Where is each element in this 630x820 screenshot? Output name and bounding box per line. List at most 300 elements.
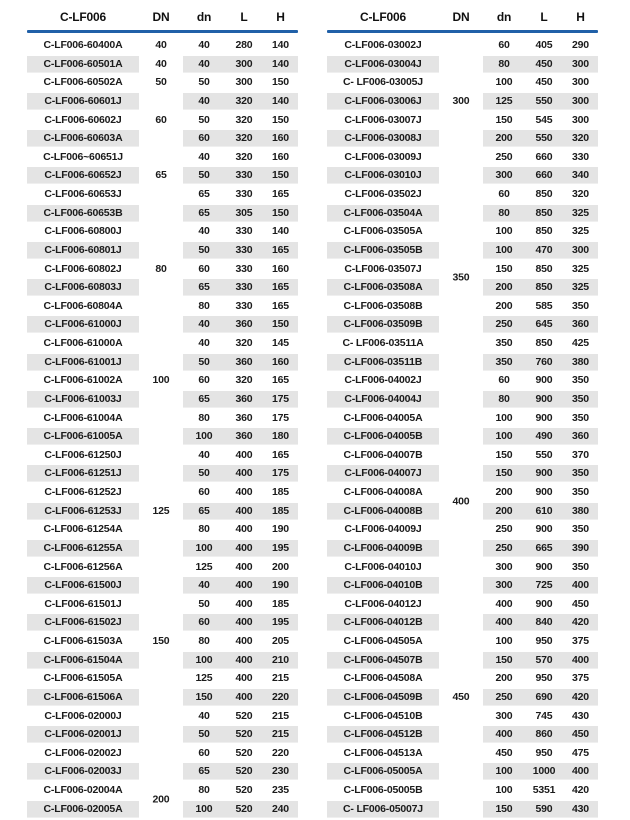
dn-cell: 50: [183, 464, 225, 483]
dn-group-cell: [139, 204, 183, 223]
dn-cell: 40: [198, 337, 210, 349]
dn-cell: 150: [495, 113, 513, 126]
dn-cell: 80: [483, 204, 525, 223]
h-cell: 300: [572, 113, 589, 126]
dn-group-cell: 100: [152, 374, 170, 387]
model-code-cell: C-LF006-61503A: [43, 635, 123, 647]
column-header-dn: dn: [496, 10, 512, 24]
h-cell: 150: [272, 113, 289, 126]
model-code-cell: C-LF006-03009J: [344, 150, 422, 163]
h-cell: 165: [272, 374, 289, 387]
model-code-cell: C-LF006-04012J: [344, 597, 422, 610]
h-cell: 475: [572, 746, 589, 759]
dn-cell: 350: [495, 337, 513, 349]
dn-cell: 80: [483, 390, 525, 409]
l-cell: 840: [525, 613, 563, 632]
dn-group-cell: [439, 483, 483, 508]
h-cell: 220: [263, 688, 298, 707]
model-code-cell: C-LF006-60801J: [27, 241, 139, 260]
l-cell: 470: [525, 241, 563, 260]
table-row: [27, 129, 298, 148]
dn-cell: 125: [195, 560, 213, 573]
model-code-cell: C-LF006-04007J: [327, 464, 439, 483]
l-cell: 660: [535, 150, 553, 163]
table-row: [327, 129, 598, 148]
dn-group-cell: 80: [155, 262, 167, 275]
h-cell: 430: [563, 800, 598, 819]
table-header-row: [27, 4, 298, 30]
h-cell: 200: [272, 560, 289, 573]
l-cell: 400: [235, 560, 253, 573]
dn-group-cell: [439, 409, 483, 428]
dn-cell: 50: [183, 353, 225, 372]
h-cell: 165: [263, 241, 298, 260]
l-cell: 360: [225, 315, 263, 334]
model-code-cell: C-LF006-60653B: [27, 204, 139, 223]
table-row: [27, 353, 298, 372]
table-row: [327, 241, 598, 260]
dn-group-cell: [139, 409, 183, 428]
table-row: [27, 613, 298, 632]
dn-cell: 200: [483, 502, 525, 521]
l-cell: 330: [235, 225, 253, 238]
h-cell: 350: [572, 560, 589, 573]
model-code-cell: C-LF006-61253J: [27, 502, 139, 521]
model-code-cell: C-LF006-04007B: [343, 448, 423, 461]
table-row: [27, 744, 298, 763]
table-row: [27, 558, 298, 577]
l-cell: 400: [235, 672, 253, 685]
model-code-cell: C-LF006-03006J: [327, 92, 439, 111]
h-cell: 390: [563, 539, 598, 558]
l-cell: 330: [235, 188, 253, 200]
dn-cell: 65: [183, 278, 225, 297]
dn-cell: 60: [198, 486, 210, 498]
l-cell: 520: [235, 746, 253, 759]
model-code-cell: C-LF006-60652J: [27, 166, 139, 185]
dn-cell: 50: [198, 113, 210, 126]
table-row: [27, 520, 298, 539]
l-cell: 850: [525, 278, 563, 297]
l-cell: 520: [225, 800, 263, 819]
table-row: [27, 688, 298, 707]
table-row: [327, 371, 598, 390]
dn-group-cell: [439, 651, 483, 670]
table-body: [27, 36, 298, 818]
h-cell: 140: [263, 55, 298, 74]
table-row: [27, 539, 298, 558]
dn-group-cell: [139, 595, 183, 614]
l-cell: 850: [535, 188, 553, 200]
model-code-cell: C-LF006-60601J: [27, 92, 139, 111]
model-code-cell: C-LF006-03008J: [327, 129, 439, 148]
table-row: [327, 707, 598, 726]
h-cell: 300: [563, 241, 598, 260]
dn-group-cell: [439, 762, 483, 781]
h-cell: 195: [263, 613, 298, 632]
table-row: [27, 446, 298, 465]
l-cell: 400: [225, 502, 263, 521]
column-header-l: L: [540, 10, 548, 24]
model-code-cell: C-LF006-60501A: [27, 55, 139, 74]
model-code-cell: C-LF006-04005A: [343, 411, 423, 424]
dn-cell: 300: [495, 560, 513, 573]
spec-table-left: [27, 4, 298, 818]
header-rule: [327, 30, 598, 33]
l-cell: 850: [535, 225, 553, 238]
dn-group-cell: [139, 185, 183, 204]
table-row: [327, 651, 598, 670]
h-cell: 360: [563, 427, 598, 446]
l-cell: 745: [535, 709, 553, 722]
model-code-cell: C-LF006-04507B: [327, 651, 439, 670]
model-code-cell: C-LF006-02000J: [44, 709, 122, 722]
dn-cell: 80: [198, 411, 210, 424]
model-code-cell: C-LF006-61502J: [27, 613, 139, 632]
dn-cell: 80: [198, 784, 210, 796]
table-row: [327, 539, 598, 558]
model-code-cell: C-LF006-61252J: [44, 486, 122, 498]
table-row: [327, 725, 598, 744]
dn-cell: 80: [198, 635, 210, 647]
h-cell: 325: [572, 225, 589, 238]
l-cell: 660: [525, 166, 563, 185]
model-code-cell: C-LF006-61506A: [27, 688, 139, 707]
model-code-cell: C-LF006-61251J: [27, 464, 139, 483]
table-row: [27, 669, 298, 688]
l-cell: 760: [525, 353, 563, 372]
column-header-dn-group: DN: [452, 10, 470, 24]
dn-cell: 200: [495, 486, 513, 498]
dn-group-cell: [139, 688, 183, 707]
dn-cell: 400: [483, 613, 525, 632]
dn-group-cell: [139, 297, 183, 316]
dn-group-cell: [139, 446, 183, 465]
dn-cell: 250: [483, 688, 525, 707]
table-row: [27, 483, 298, 502]
dn-cell: 60: [198, 374, 210, 387]
dn-cell: 400: [483, 725, 525, 744]
dn-group-cell: [439, 464, 483, 483]
model-code-cell: C-LF006-03505B: [327, 241, 439, 260]
h-cell: 215: [272, 672, 289, 685]
model-code-cell: C-LF006-61000A: [43, 337, 123, 349]
table-row: [27, 278, 298, 297]
model-code-cell: C-LF006-60804A: [43, 299, 123, 312]
dn-group-cell: [439, 222, 483, 241]
model-code-cell: C-LF006-60400A: [43, 39, 123, 51]
h-cell: 350: [563, 390, 598, 409]
h-cell: 340: [563, 166, 598, 185]
model-code-cell: C-LF006-60502A: [43, 76, 123, 89]
spec-table-right: [327, 4, 598, 818]
table-row: [327, 613, 598, 632]
dn-cell: 100: [483, 241, 525, 260]
dn-cell: 150: [495, 448, 513, 461]
dn-group-cell: 40: [155, 39, 167, 51]
dn-cell: 40: [198, 709, 210, 722]
dn-group-cell: [439, 334, 483, 353]
h-cell: 165: [272, 299, 289, 312]
l-cell: 330: [235, 262, 253, 275]
l-cell: 400: [235, 486, 253, 498]
column-header-h: H: [576, 10, 585, 24]
model-code-cell: C-LF006-03507J: [344, 262, 422, 275]
l-cell: 400: [235, 635, 253, 647]
model-code-cell: C-LF006-05005A: [327, 762, 439, 781]
table-row: [327, 148, 598, 167]
dn-cell: 60: [198, 746, 210, 759]
model-code-cell: C-LF006-61002A: [43, 374, 123, 387]
model-code-cell: C-LF006-60602J: [44, 113, 122, 126]
h-cell: 185: [272, 597, 289, 610]
dn-group-cell: [139, 800, 183, 819]
table-row: [327, 464, 598, 483]
model-code-cell: C-LF006-04002J: [344, 374, 422, 387]
dn-group-cell: [439, 725, 483, 744]
h-cell: 350: [572, 486, 589, 498]
l-cell: 320: [225, 92, 263, 111]
table-row: [327, 744, 598, 763]
model-code-cell: C-LF006-61255A: [27, 539, 139, 558]
model-code-cell: C-LF006-61004A: [43, 411, 123, 424]
l-cell: 950: [535, 635, 553, 647]
l-cell: 280: [235, 39, 253, 51]
table-row: [327, 222, 598, 241]
model-code-cell: C-LF006-03508B: [343, 299, 423, 312]
model-code-cell: C-LF006-61500J: [27, 576, 139, 595]
dn-group-cell: [439, 613, 483, 632]
dn-group-cell: [439, 204, 483, 223]
h-cell: 300: [563, 92, 598, 111]
dn-group-cell: [439, 520, 483, 539]
h-cell: 325: [563, 278, 598, 297]
h-cell: 430: [572, 709, 589, 722]
dn-cell: 80: [198, 299, 210, 312]
l-cell: 520: [235, 709, 253, 722]
h-cell: 175: [272, 411, 289, 424]
dn-group-cell: [139, 725, 183, 744]
dn-cell: 50: [183, 166, 225, 185]
model-code-cell: C-LF006-03002J: [344, 39, 422, 51]
h-cell: 425: [572, 337, 589, 349]
h-cell: 235: [272, 784, 289, 796]
table-row: [327, 558, 598, 577]
dn-cell: 250: [483, 315, 525, 334]
table-row: [27, 55, 298, 74]
l-cell: 900: [535, 597, 553, 610]
table-row: [27, 800, 298, 819]
dn-cell: 350: [483, 353, 525, 372]
model-code-cell: C-LF006-04009B: [327, 539, 439, 558]
h-cell: 190: [263, 576, 298, 595]
model-code-cell: C-LF006-61505A: [43, 672, 123, 685]
l-cell: 520: [225, 725, 263, 744]
h-cell: 370: [572, 448, 589, 461]
l-cell: 850: [535, 337, 553, 349]
dn-cell: 40: [198, 150, 210, 163]
l-cell: 400: [225, 539, 263, 558]
l-cell: 1000: [525, 762, 563, 781]
dn-cell: 100: [183, 800, 225, 819]
h-cell: 350: [572, 523, 589, 536]
table-row: [327, 800, 598, 819]
dn-group-cell: [439, 669, 483, 688]
model-code-cell: C-LF006-60603A: [27, 129, 139, 148]
dn-cell: 400: [495, 597, 513, 610]
table-row: [327, 111, 598, 130]
h-cell: 140: [263, 92, 298, 111]
dn-cell: 60: [498, 39, 510, 51]
l-cell: 400: [225, 613, 263, 632]
dn-cell: 100: [183, 427, 225, 446]
h-cell: 330: [572, 150, 589, 163]
dn-group-cell: 450: [452, 690, 470, 703]
dn-cell: 250: [495, 150, 513, 163]
dn-cell: 300: [483, 166, 525, 185]
dn-group-cell: [439, 371, 483, 390]
model-code-cell: C-LF006-04510B: [343, 709, 423, 722]
l-cell: 360: [225, 427, 263, 446]
table-row: [327, 185, 598, 204]
dn-group-cell: [139, 92, 183, 111]
dn-group-cell: [139, 464, 183, 483]
dn-cell: 40: [183, 315, 225, 334]
l-cell: 330: [225, 241, 263, 260]
dn-group-cell: [439, 148, 483, 167]
dn-group-straddle-label: 200: [152, 793, 170, 806]
h-cell: 350: [563, 464, 598, 483]
model-code-cell: C-LF006-61000J: [27, 315, 139, 334]
dn-group-cell: [439, 744, 483, 763]
table-row: [27, 222, 298, 241]
dn-group-cell: 125: [152, 504, 170, 517]
dn-cell: 150: [483, 464, 525, 483]
model-code-cell: C-LF006-04009J: [344, 523, 422, 536]
table-row: [27, 315, 298, 334]
model-code-cell: C-LF006-61250J: [44, 448, 122, 461]
model-code-cell: C-LF006-03504A: [327, 204, 439, 223]
dn-cell: 200: [483, 129, 525, 148]
dn-group-cell: [139, 762, 183, 781]
dn-group-cell: 300: [452, 94, 470, 107]
dn-cell: 60: [183, 129, 225, 148]
table-row: [27, 725, 298, 744]
h-cell: 325: [572, 262, 589, 275]
l-cell: 690: [525, 688, 563, 707]
h-cell: 350: [572, 374, 589, 387]
dn-cell: 200: [495, 672, 513, 685]
dn-cell: 100: [495, 411, 513, 424]
model-code-cell: C-LF006-03007J: [344, 113, 422, 126]
column-header-l: L: [240, 10, 248, 24]
l-cell: 645: [525, 315, 563, 334]
h-cell: 180: [263, 427, 298, 446]
dn-group-cell: 50: [155, 76, 167, 89]
table-row: [27, 707, 298, 726]
h-cell: 145: [272, 337, 289, 349]
h-cell: 230: [263, 762, 298, 781]
h-cell: 140: [272, 39, 289, 51]
h-cell: 360: [563, 315, 598, 334]
l-cell: 5351: [532, 784, 556, 796]
model-code-cell: C-LF006-04512B: [327, 725, 439, 744]
table-row: [27, 427, 298, 446]
table-row: [27, 185, 298, 204]
table-row: [27, 148, 298, 167]
l-cell: 320: [235, 113, 253, 126]
dn-group-cell: [139, 781, 183, 806]
table-row: [327, 92, 598, 111]
h-cell: 140: [272, 225, 289, 238]
dn-group-cell: [139, 315, 183, 334]
model-code-cell: C-LF006-60653J: [44, 188, 122, 200]
l-cell: 610: [525, 502, 563, 521]
dn-group-straddle-label: 400: [452, 495, 470, 508]
l-cell: 900: [535, 374, 553, 387]
table-body: [327, 36, 598, 818]
dn-group-cell: [439, 129, 483, 148]
h-cell: 205: [272, 635, 289, 647]
table-row: [327, 427, 598, 446]
dn-group-straddle-label: 350: [452, 271, 470, 284]
l-cell: 300: [225, 55, 263, 74]
l-cell: 520: [225, 762, 263, 781]
table-row: [27, 297, 298, 316]
l-cell: 900: [535, 523, 553, 536]
dn-group-cell: [139, 539, 183, 558]
l-cell: 570: [525, 651, 563, 670]
l-cell: 330: [225, 278, 263, 297]
dn-cell: 65: [183, 204, 225, 223]
dn-cell: 100: [183, 651, 225, 670]
h-cell: 320: [572, 188, 589, 200]
dn-group-cell: [439, 55, 483, 74]
h-cell: 320: [563, 129, 598, 148]
l-cell: 950: [535, 672, 553, 685]
dn-cell: 200: [483, 278, 525, 297]
model-code-cell: C-LF006-04008B: [327, 502, 439, 521]
model-code-cell: C-LF006-02001J: [27, 725, 139, 744]
dn-group-cell: [139, 353, 183, 372]
model-code-cell: C-LF006-61001J: [27, 353, 139, 372]
table-row: [327, 166, 598, 185]
l-cell: 850: [535, 262, 553, 275]
dn-cell: 60: [498, 374, 510, 387]
table-row: [327, 260, 598, 284]
dn-group-cell: 150: [152, 635, 170, 647]
model-code-cell: C-LF006-61005A: [27, 427, 139, 446]
l-cell: 300: [235, 76, 253, 89]
h-cell: 150: [263, 166, 298, 185]
dn-cell: 80: [483, 55, 525, 74]
l-cell: 725: [525, 576, 563, 595]
model-code-cell: C-LF006-04010B: [327, 576, 439, 595]
l-cell: 450: [535, 76, 553, 89]
model-code-cell: C-LF006-04010J: [344, 560, 422, 573]
table-row: [27, 651, 298, 670]
l-cell: 400: [225, 576, 263, 595]
dn-cell: 65: [198, 188, 210, 200]
h-cell: 450: [563, 725, 598, 744]
table-row: [27, 502, 298, 521]
h-cell: 290: [572, 39, 589, 51]
l-cell: 490: [525, 427, 563, 446]
dn-group-cell: [139, 334, 183, 353]
model-code-cell: C-LF006-61501J: [44, 597, 122, 610]
l-cell: 550: [525, 92, 563, 111]
table-row: [327, 781, 598, 800]
